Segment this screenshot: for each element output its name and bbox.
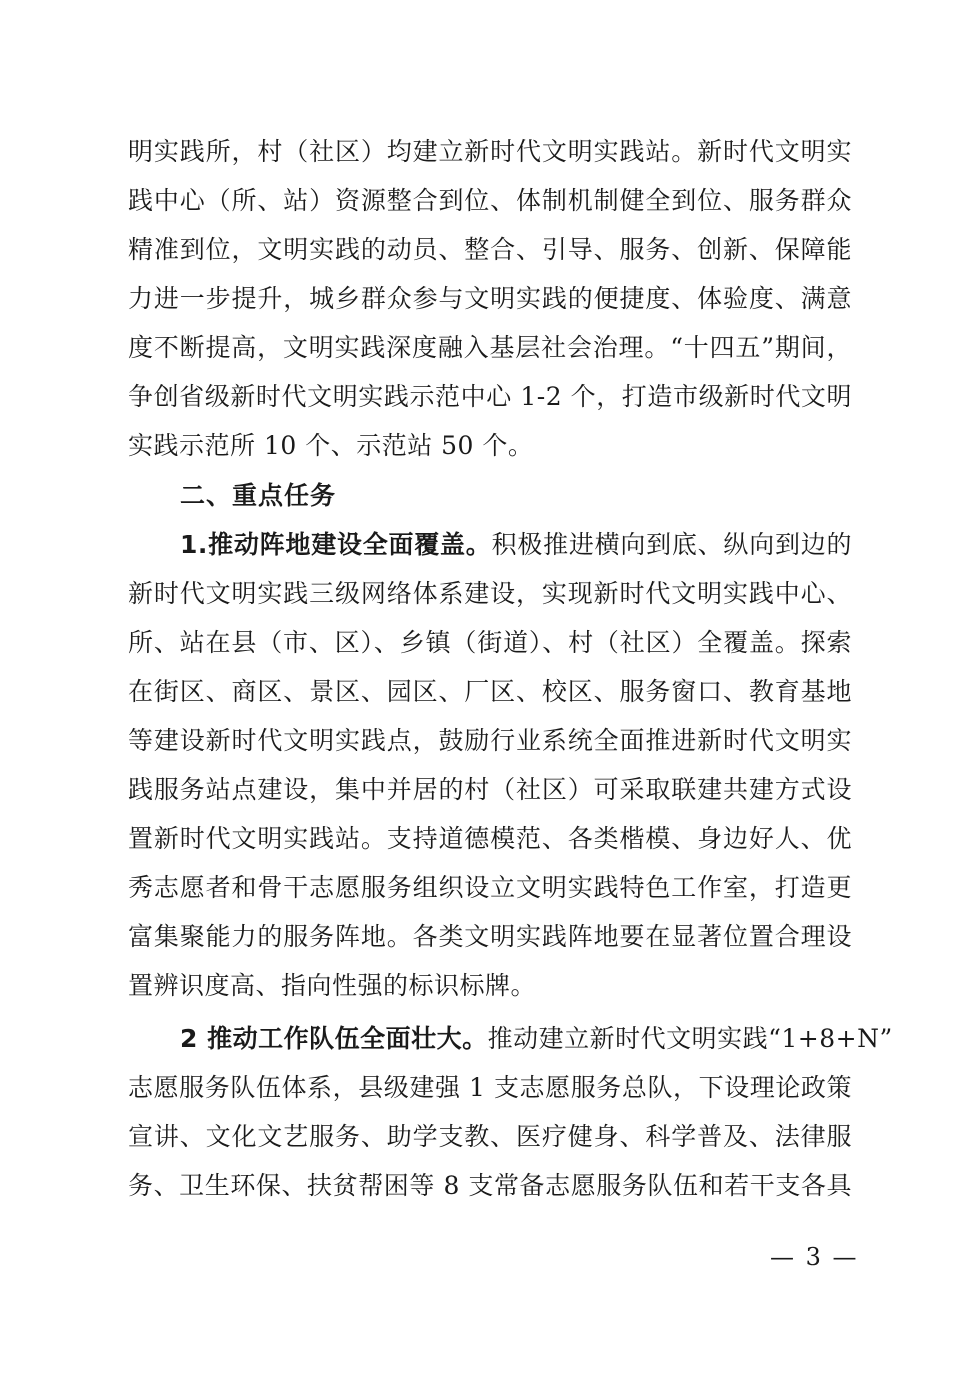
paragraph-line: 务、卫生环保、扶贫帮困等 8 支常备志愿服务队伍和若干支各具 [128,1171,852,1200]
item-lead: 2 推动工作队伍全面壮大。 [180,1024,488,1053]
item-first-line [180,1022,893,1056]
paragraph-line: 实践示范所 10 个、示范站 50 个。 [128,431,534,460]
section-heading: 二、重点任务 [180,481,337,510]
paragraph-line: 新时代文明实践三级网络体系建设，实现新时代文明实践中心、 [128,579,852,608]
paragraph-line: 宣讲、文化文艺服务、助学支教、医疗健身、科学普及、法律服 [128,1122,852,1151]
paragraph-line: 等建设新时代文明实践点，鼓励行业系统全面推进新时代文明实 [128,726,852,755]
paragraph-line: 精准到位，文明实践的动员、整合、引导、服务、创新、保障能 [128,235,852,264]
item-text: 推动建立新时代文明实践“1+8+N” [487,1024,893,1053]
paragraph-line: 力进一步提升，城乡群众参与文明实践的便捷度、体验度、满意 [128,284,852,313]
item-first-line [180,528,852,562]
paragraph-line: 秀志愿者和骨干志愿服务组织设立文明实践特色工作室，打造更 [128,873,852,902]
paragraph-line: 所、站在县（市、区）、乡镇（街道）、村（社区）全覆盖。探索 [128,628,852,657]
page-number: — 3 — [770,1243,859,1271]
item-text: 积极推进横向到底、纵向到边的 [491,530,852,559]
paragraph-line: 在街区、商区、景区、园区、厂区、校区、服务窗口、教育基地 [128,677,852,706]
paragraph-line: 明实践所，村（社区）均建立新时代文明实践站。新时代文明实 [128,137,852,166]
paragraph-line: 置辨识度高、指向性强的标识标牌。 [128,971,537,1000]
paragraph-line: 志愿服务队伍体系，县级建强 1 支志愿服务总队，下设理论政策 [128,1073,852,1102]
item-lead: 1.推动阵地建设全面覆盖。 [180,530,492,559]
paragraph-line: 践中心（所、站）资源整合到位、体制机制健全到位、服务群众 [128,186,852,215]
paragraph-line: 度不断提高，文明实践深度融入基层社会治理。“十四五”期间， [128,333,852,362]
paragraph-line: 置新时代文明实践站。支持道德模范、各类楷模、身边好人、优 [128,824,852,853]
paragraph-line: 富集聚能力的服务阵地。各类文明实践阵地要在显著位置合理设 [128,922,852,951]
paragraph-line: 践服务站点建设，集中并居的村（社区）可采取联建共建方式设 [128,775,852,804]
paragraph-line: 争创省级新时代文明实践示范中心 1-2 个，打造市级新时代文明 [128,382,852,411]
